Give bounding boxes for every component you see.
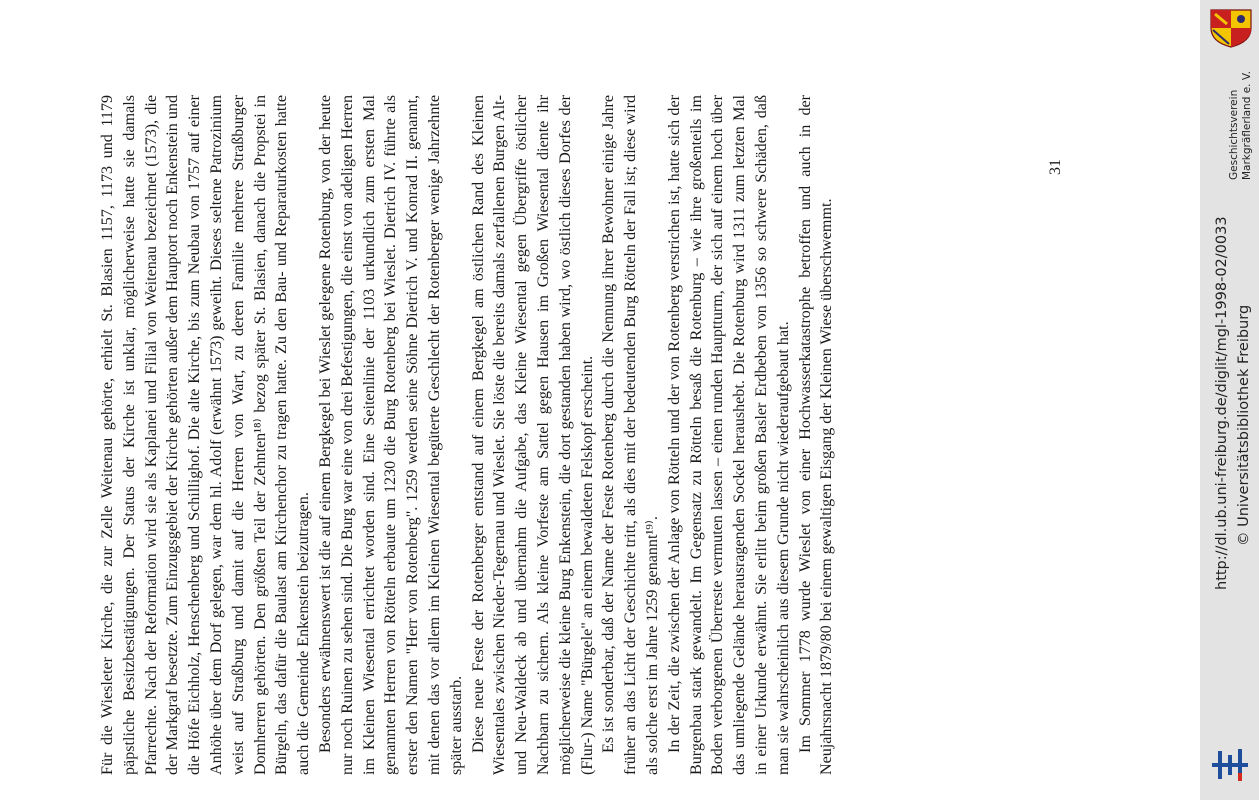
copyright-notice: © Universitätsbibliothek Freiburg [1236,304,1252,546]
society-name-line2: Markgräflerland e. V. [1241,70,1253,180]
body-text [97,95,838,775]
ub-freiburg-logo-icon [1208,745,1252,785]
paragraph-6: Im Sommer 1778 wurde Wieslet von einer Hochwasserkatastrophe betroffen und auch in der Neujahrsnacht 1879/80 bei einem gewaltigen Eisgang der Kleinen Wiese überschwemmt. [796,95,836,775]
page-number: 31 [1047,159,1064,175]
markgraeflerland-crest-icon [1207,8,1255,48]
paragraph-5: In der Zeit, die zwischen der Anlage von Rötteln und der von Rotenberg verstrichen ist, hatte sich der Burgenbau stark gewandelt. Im Gegensatz zu Rötteln besaß die Rotenburg – wie ihre großenteils im Boden verborgenen Überreste vermuten lassen – einen runden Hauptturm, der sich auf einem hoch über das umliegende Gelände herausragenden Sockel heraushebt. Die Rotenburg wird 1311 zum letzten Mal in einer Urkunde erwähnt. Sie erlitt beim großen Basler Erdbeben von 1356 so schwere Schäden, daß man sie wahrscheinlich aus diesem Grunde nicht wiederaufgebaut hat. [665,95,792,775]
paragraph-4: Es ist sonderbar, daß der Name der Feste Rotenberg durch die Nennung ihrer Bewohner einige Jahre früher an das Licht der Geschichte tritt, als dies mit der bedeutenden Burg Rötteln der Fall ist; diese wird als solche erst im Jahre 1259 genannt¹⁹⁾. [600,95,661,775]
paragraph-2: Besonders erwähnenswert ist die auf einem Bergkegel bei Wieslet gelegene Rotenburg, von der heute nur noch Ruinen zu sehen sind. Die Burg war eine von drei Befestigungen, die einst von adeligen Herren im Kleinen Wiesental errichtet worden sind. Eine Seitenlinie der 1103 urkundlich zum ersten Mal genannten Herren von Rötteln erbaute um 1230 die Burg Rotenberg bei Wieslet. Dietrich IV. führte als erster den Namen "Herr von Rotenberg". 1259 werden seine Söhne Dietrich V. und Konrad II. genannt, mit denen das vor allem im Kleinen Wiesental begüterte Geschlecht der Rotenberger wenige Jahrzehnte später ausstarb. [316,95,465,775]
paragraph-3: Diese neue Feste der Rotenberger entstand auf einem Bergkegel am östlichen Rand des Kleinen Wiesentales zwischen Nieder-Tegernau und Wieslet. Sie löste die bereits damals zerfallenen Burgen Alt- und Neu-Waldeck ab und übernahm die Aufgabe, das Kleine Wiesental gegen Übergriffe östlicher Nachbarn zu sichern. Als kleine Vorfeste am Sattel gegen Hausen im Großen Wiesental diente ihr möglicherweise die kleine Burg Enkenstein, die dort gestanden haben wird, wo östlich dieses Dorfes der (Flur-) Name "Bürgele" an einem bewaldeten Felskopf erscheint. [469,95,596,775]
rotated-page-content [25,95,1064,775]
society-name-line1: Geschichtsverein [1228,89,1240,180]
paragraph-1: Für die Wiesleter Kirche, die zur Zelle Weitenau gehörte, erhielt St. Blasien 1157, 1173 und 1179 päpstliche Besitzbestätigungen. Der Status der Kirche ist unklar, möglicherweise hatte sie damals Pfarrechte. Nach der Reformation wird sie als Kaplanei und Filial von Weitenau bezeichnet (1573), die der Markgraf besetzte. Zum Einzugsgebiet der Kirche gehörten außer dem Hauptort noch Enkenstein und die Höfe Eichholz, Henschenberg und Schillighof. Die alte Kirche, bis zum Neubau von 1757 auf einer Anhöhe über dem Dorf gelegen, war dem hl. Adolf (erwähnt 1573) geweiht. Dieses seltene Patrozinium weist auf Straßburg und damit auf die Herren von Wart, zu deren Familie mehrere Straßburger Domherren gehörten. Den größten Teil der Zehnten¹⁸⁾ bezog später St. Blasien, danach die Propstei in Bürgeln, das dafür die Baulast am Kirchenchor zu tragen hatte. Zu den Bau- und Reparaturkosten hatte auch die Gemeinde Enkenstein beizutragen. [99,95,313,775]
source-url-link[interactable]: http://dl.ub.uni-freiburg.de/diglit/mgl-1998-02/0033 [1214,216,1230,590]
